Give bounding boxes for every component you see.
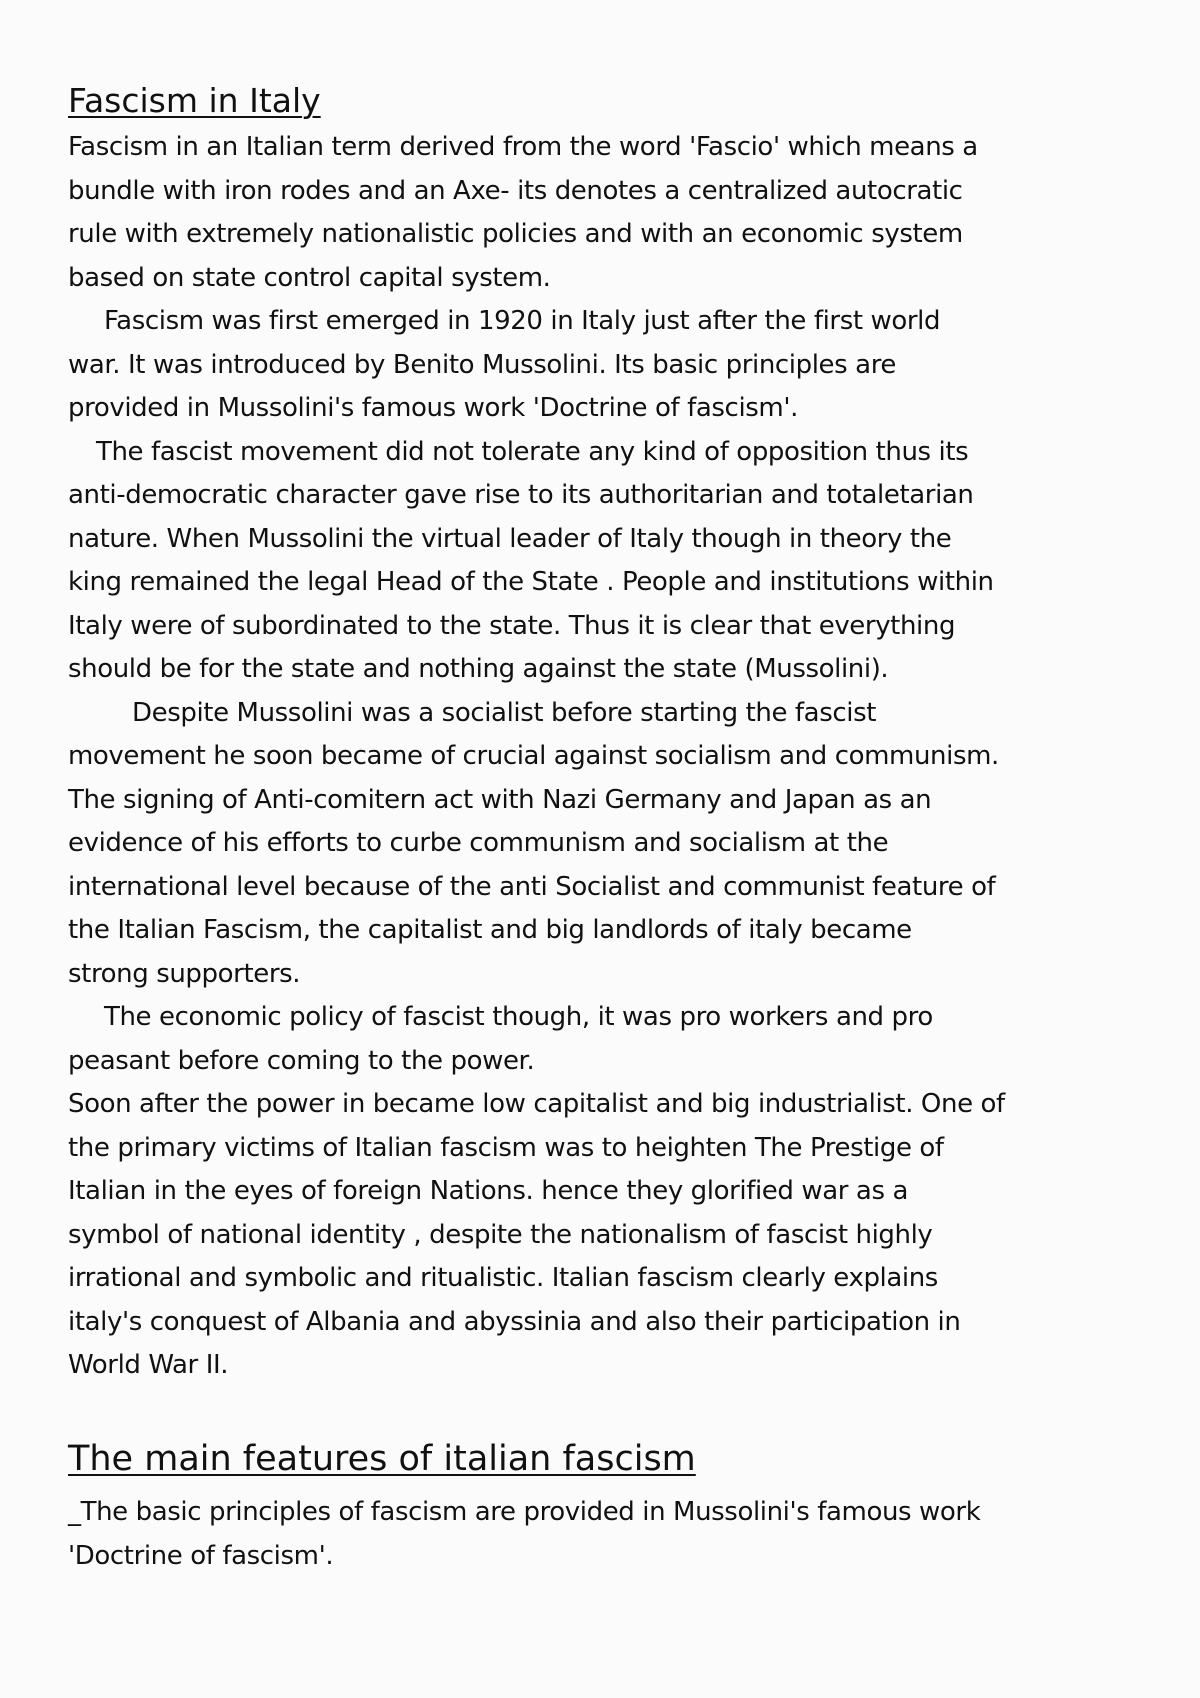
- text-line: italy's conquest of Albania and abyssinia and also their participation in: [68, 1306, 961, 1337]
- text-line: strong supporters.: [68, 958, 301, 989]
- text-line: king remained the legal Head of the State . People and institutions within: [68, 567, 994, 597]
- text-line: the primary victims of Italian fascism was to heighten The Prestige of: [68, 1132, 944, 1163]
- text-line: Soon after the power in became low capitalist and big industrialist. One of: [68, 1089, 1005, 1119]
- text-line: international level because of the anti Socialist and communist feature of: [68, 871, 996, 902]
- text-line: evidence of his efforts to curbe communism and socialism at the: [68, 828, 889, 858]
- section-main-features: [68, 1433, 1158, 1578]
- text-line: World War II.: [68, 1350, 229, 1380]
- paragraph-basic-principles: [68, 1491, 1158, 1578]
- text-line: The signing of Anti-comitern act with Nazi Germany and Japan as an: [68, 784, 932, 815]
- text-line: nature. When Mussolini the virtual leader of Italy though in theory the: [68, 523, 952, 554]
- text-line: based on state control capital system.: [68, 262, 551, 293]
- text-line: peasant before coming to the power.: [68, 1045, 535, 1076]
- text-line: Fascism was first emerged in 1920 in Italy just after the first world: [104, 306, 941, 336]
- paragraph-movement: [68, 431, 1158, 692]
- section-fascism-in-italy: [68, 76, 1158, 1388]
- paragraph-origin: [68, 300, 1158, 431]
- text-line: movement he soon became of crucial against socialism and communism.: [68, 741, 999, 771]
- text-line: The fascist movement did not tolerate any kind of opposition thus its: [96, 436, 969, 467]
- section-heading: Fascism in Italy: [68, 81, 321, 120]
- text-line: The economic policy of fascist though, it was pro workers and pro: [104, 1002, 933, 1032]
- text-line: symbol of national identity , despite the nationalism of fascist highly: [68, 1219, 933, 1250]
- text-line: rule with extremely nationalistic policies and with an economic system: [68, 219, 963, 249]
- text-line: anti-democratic character gave rise to its authoritarian and totaletarian: [68, 480, 974, 510]
- text-line: should be for the state and nothing against the state (Mussolini).: [68, 654, 889, 684]
- section-heading: The main features of italian fascism: [68, 1439, 696, 1479]
- text-line: irrational and symbolic and ritualistic. Italian fascism clearly explains: [68, 1263, 938, 1293]
- paragraph-socialism: [68, 692, 1158, 997]
- paragraph-after-power: [68, 1083, 1158, 1388]
- text-line: the Italian Fascism, the capitalist and big landlords of italy became: [68, 915, 912, 945]
- text-line: Italy were of subordinated to the state. Thus it is clear that everything: [68, 610, 956, 641]
- text-line: Despite Mussolini was a socialist before starting the fascist: [132, 697, 877, 728]
- text-line: bundle with iron rodes and an Axe- its denotes a centralized autocratic: [68, 175, 963, 206]
- paragraph-economic-policy: [68, 996, 1158, 1083]
- text-line: 'Doctrine of fascism'.: [68, 1540, 334, 1571]
- text-line: war. It was introduced by Benito Mussolini. Its basic principles are: [68, 349, 897, 380]
- text-line: _The basic principles of fascism are provided in Mussolini's famous work: [68, 1497, 981, 1527]
- paragraph-definition: [68, 126, 1158, 300]
- text-line: provided in Mussolini's famous work 'Doctrine of fascism'.: [68, 393, 798, 423]
- text-line: Italian in the eyes of foreign Nations. hence they glorified war as a: [68, 1176, 908, 1206]
- text-line: Fascism in an Italian term derived from the word 'Fascio' which means a: [68, 132, 978, 162]
